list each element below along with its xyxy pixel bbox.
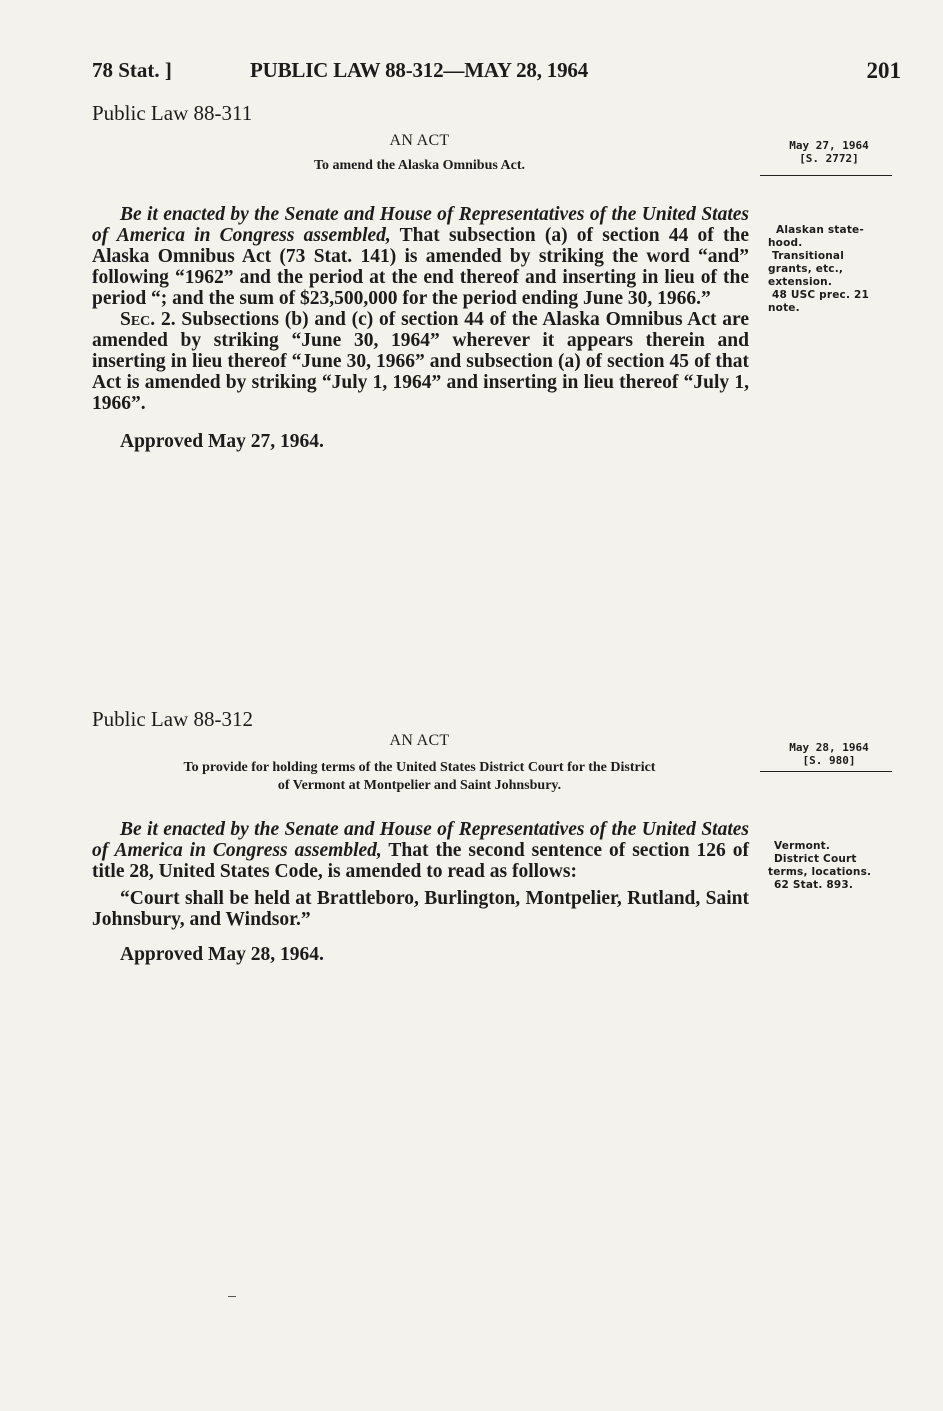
law1-sec2-label: Sec. 2. xyxy=(120,309,176,330)
law2-margin-rule xyxy=(760,771,892,772)
law2-number: Public Law 88-312 xyxy=(92,707,253,731)
law2-date: May 28, 1964 xyxy=(789,741,869,754)
law1-section2: Subsections (b) and (c) of section 44 of the Alaska Omnibus Act are amended by striking “June 30, 1964” wherever it appears therein and inserting in lieu thereof “June 30, 1966” and subsection (a) of section 45 of that Act is amended by striking “July 1, 1964” and inserting in lieu thereof “July 1, 1966”. xyxy=(92,309,749,414)
law2-approved: Approved May 28, 1964. xyxy=(120,944,324,965)
law2-section1: That the second sentence of section 126 of title 28, United States Code, is amended to read as follows: xyxy=(92,840,750,882)
law2-note-4: 62 Stat. 893. xyxy=(774,879,854,891)
law1-body xyxy=(92,204,749,414)
law1-note-5: extension. xyxy=(768,276,833,288)
law2-bill-number: [S. 980] xyxy=(802,754,856,767)
law1-purpose: To amend the Alaska Omnibus Act. xyxy=(313,158,526,173)
law1-section1: That subsection (a) of section 44 of the Alaska Omnibus Act (73 Stat. 141) is amended by striking the word “and” following “1962” and the period at the end thereof and inserting in lieu of the period “; and the sum of $23,500,000 for the period ending June 30, 1966.” xyxy=(92,225,749,309)
law2-note-1: Vermont. xyxy=(774,840,831,852)
law1-note-1: Alaskan state- xyxy=(776,224,864,236)
statute-volume: 78 Stat. ] xyxy=(92,58,172,82)
law2-purpose-line2: of Vermont at Montpelier and Saint Johnsbury. xyxy=(277,778,562,793)
law1-bill-number: [S. 2772] xyxy=(799,152,859,165)
law1-section2-paragraph xyxy=(92,309,749,414)
law1-date: May 27, 1964 xyxy=(789,139,869,152)
law2-enacting-clause: Be it enacted by the Senate and House of Representatives of the United States of America in Congress assembled, xyxy=(92,819,749,861)
law2-purpose xyxy=(92,759,747,795)
stray-mark xyxy=(228,1296,236,1297)
law2-margin-date xyxy=(774,741,884,767)
law1-act-label: AN ACT xyxy=(389,132,450,149)
running-header xyxy=(92,58,901,86)
law2-section1-paragraph xyxy=(92,819,749,882)
law2-body xyxy=(92,819,749,930)
law2-purpose-line1: To provide for holding terms of the United States District Court for the District xyxy=(183,760,656,775)
law1-margin-notes xyxy=(768,224,898,315)
law1-note-7: note. xyxy=(768,302,800,314)
law2-margin-notes xyxy=(768,840,898,892)
page-number: 201 xyxy=(866,58,901,83)
law2-quote: “Court shall be held at Brattleboro, Burlington, Montpelier, Rutland, Saint Johnsbury, and Windsor.” xyxy=(92,888,749,930)
law1-number: Public Law 88-311 xyxy=(92,101,253,125)
law1-note-3: Transitional xyxy=(772,250,844,262)
law2-note-3: terms, locations. xyxy=(768,866,872,878)
law2-act-label: AN ACT xyxy=(389,732,450,749)
law1-note-4: grants, etc., xyxy=(768,263,844,275)
law1-section1-paragraph xyxy=(92,204,749,309)
law1-note-2: hood. xyxy=(768,237,803,249)
law1-margin-date xyxy=(774,139,884,165)
header-title: PUBLIC LAW 88-312—MAY 28, 1964 xyxy=(250,58,588,82)
law1-margin-rule xyxy=(760,175,892,176)
law1-enacting-clause: Be it enacted by the Senate and House of Representatives of the United States of America in Congress assembled, xyxy=(92,204,749,246)
law2-note-2: District Court xyxy=(774,853,857,865)
law1-approved: Approved May 27, 1964. xyxy=(120,431,324,452)
law1-note-6: 48 USC prec. 21 xyxy=(772,289,870,301)
